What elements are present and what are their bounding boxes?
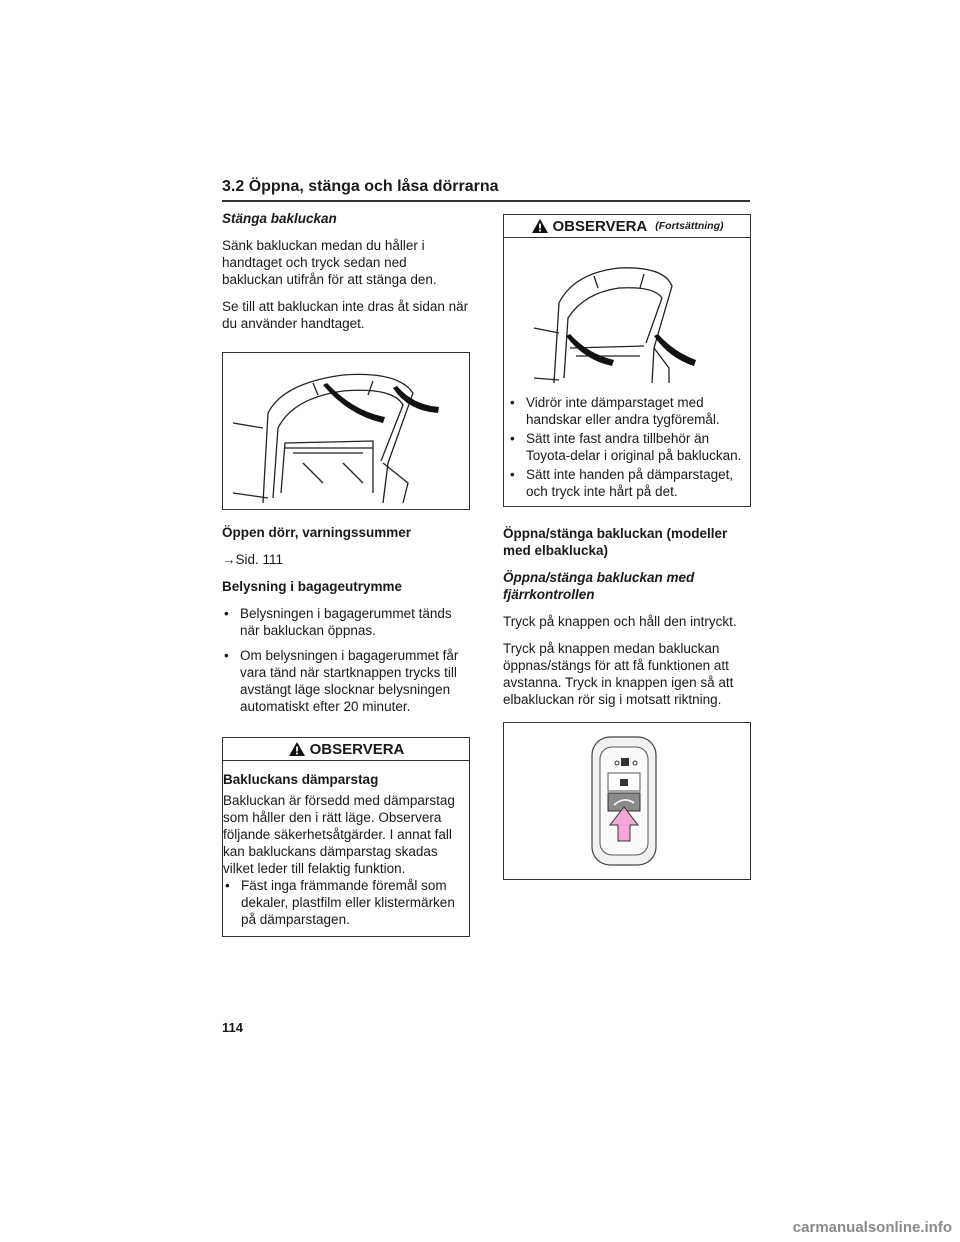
list-item: • Fäst inga främmande föremål som dekaler, plastfilm eller klistermärken på dämparstagen. <box>223 877 469 928</box>
key-fob-drawing <box>504 723 750 879</box>
list-item: • Vidrör inte dämparstaget med handskar eller andra tygföremål. <box>508 394 746 428</box>
notice-label: OBSERVERA <box>309 740 405 758</box>
right-column <box>503 214 751 880</box>
warning-icon <box>288 741 306 757</box>
close-warning: Se till att bakluckan inte dras åt sidan när du använder handtaget. <box>222 299 469 331</box>
notice-header <box>504 215 750 238</box>
notice-subhead: Bakluckans dämparstag <box>223 772 379 787</box>
section-header: 3.2 Öppna, stänga och låsa dörrarna <box>222 178 750 202</box>
key-fob-illustration <box>503 722 751 880</box>
remote-instruction-1: Tryck på knappen och håll den intryckt. <box>503 614 737 629</box>
damper-drawing <box>504 238 750 388</box>
heading-close-tailgate: Stänga bakluckan <box>222 211 337 226</box>
heading-power-tailgate: Öppna/stänga bakluckan (modeller med elbaklucka) <box>503 526 728 558</box>
notice-box-left <box>222 737 470 937</box>
notice-continuation: (Fortsättning) <box>655 219 724 232</box>
buzzer-page-ref: →Sid. 111 <box>222 552 284 567</box>
list-item: • Sätt inte fast andra tillbehör än Toyota-delar i original på bakluckan. <box>508 430 746 464</box>
tailgate-drawing <box>223 353 469 509</box>
tailgate-close-illustration <box>222 352 470 510</box>
close-instructions: Sänk bakluckan medan du håller i handtaget och tryck sedan ned bakluckan utifrån för att stänga den. <box>222 238 437 287</box>
damper-illustration <box>504 238 750 388</box>
heading-luggage-light: Belysning i bagageutrymme <box>222 579 403 594</box>
remote-instruction-2: Tryck på knappen medan bakluckan öppnas/stängs för att få funktionen att avstanna. Tryck in knappen igen så att elbakluckan rör sig i motsatt riktning. <box>503 641 734 707</box>
watermark: carmanualsonline.info <box>792 1219 952 1236</box>
heading-remote: Öppna/stänga bakluckan med fjärrkontrollen <box>503 570 695 602</box>
list-item: • Belysningen i bagagerummet tänds när bakluckan öppnas. <box>222 605 470 639</box>
notice-header <box>223 738 469 761</box>
notice-text: Bakluckan är försedd med dämparstag som håller den i rätt läge. Observera följande säkerhetsåtgärder. I annat fall kan bakluckans dämparstag skadas vilket leder till felaktig funktion. <box>223 793 455 876</box>
page-number: 114 <box>222 1020 243 1035</box>
heading-door-buzzer: Öppen dörr, varningssummer <box>222 525 412 540</box>
warning-icon <box>531 218 549 234</box>
notice-label: OBSERVERA <box>552 217 648 235</box>
list-item: • Sätt inte handen på dämparstaget, och tryck inte hårt på det. <box>508 466 746 500</box>
notice-box-right <box>503 214 751 507</box>
left-column <box>222 210 470 937</box>
list-item: • Om belysningen i bagagerummet får vara tänd när startknappen trycks till avstängt läge slocknar belysningen automatiskt efter 20 minuter. <box>222 647 470 715</box>
